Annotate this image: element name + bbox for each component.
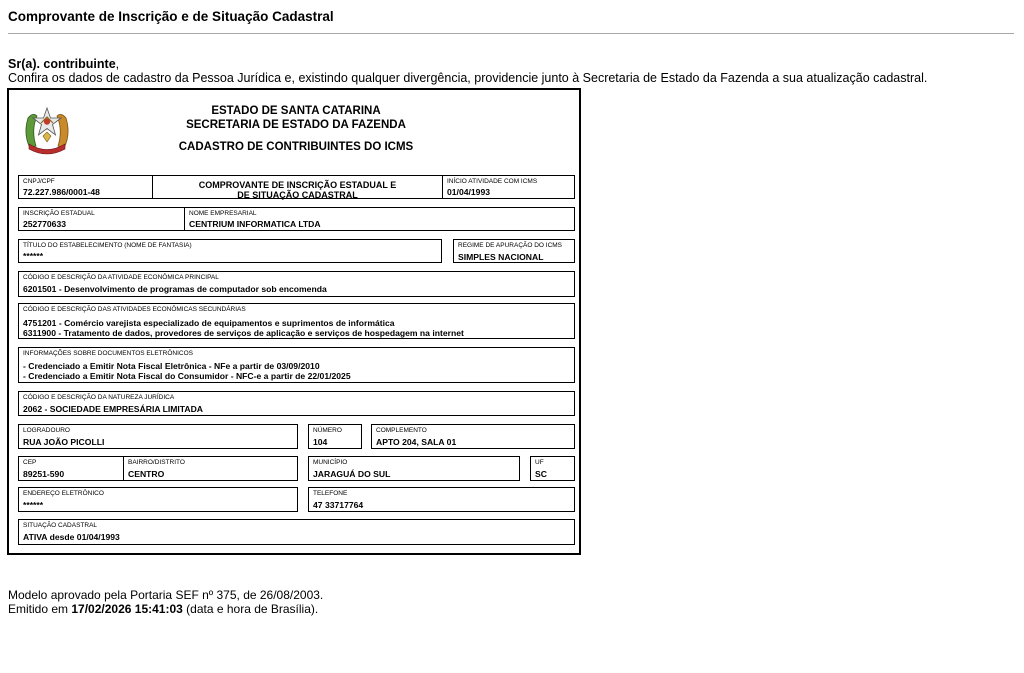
number-field: [308, 424, 362, 449]
phone-value: 47 33717764: [313, 500, 364, 510]
start-date-value: 01/04/1993: [447, 187, 491, 197]
state-registration-value: 252770633: [23, 219, 67, 229]
state-registration-label: INSCRIÇÃO ESTADUAL: [23, 210, 95, 217]
document-title: [153, 180, 442, 200]
trade-name-label: TÍTULO DO ESTABELECIMENTO (NOME DE FANTASIA): [23, 242, 192, 249]
street-value: RUA JOÃO PICOLLI: [23, 437, 105, 447]
footer: [8, 588, 323, 616]
electronic-docs-field: [18, 347, 575, 383]
number-value: 104: [313, 437, 328, 447]
legal-nature-label: CÓDIGO E DESCRIÇÃO DA NATUREZA JURÍDICA: [23, 394, 175, 401]
main-activity-value: 6201501 - Desenvolvimento de programas de computador sob encomenda: [23, 284, 327, 294]
instruction-text: Confira os dados de cadastro da Pessoa Jurídica e, existindo qualquer divergência, providencie junto à Secretaria de Estado da Fazenda a sua atualização cadastral.: [8, 71, 928, 85]
secondary-activities-field: [18, 303, 575, 339]
district-label: BAIRRO/DISTRITO: [128, 459, 185, 466]
email-value: ******: [23, 500, 44, 510]
electronic-doc-item: - Credenciado a Emitir Nota Fiscal do Consumidor - NFC-e a partir de 22/01/2025: [23, 371, 351, 381]
main-activity-label: CÓDIGO E DESCRIÇÃO DA ATIVIDADE ECONÔMICA PRINCIPAL: [23, 274, 219, 281]
trade-name-value: ******: [23, 251, 44, 261]
salutation-suffix: ,: [115, 57, 120, 71]
email-field: [18, 487, 298, 512]
issued-datetime: 17/02/2026 15:41:03: [71, 602, 183, 616]
district-field: [123, 456, 298, 481]
legal-nature-field: [18, 391, 575, 416]
start-date-field: [442, 175, 575, 199]
main-activity-field: [18, 271, 575, 297]
trade-name-field: [18, 239, 442, 263]
district-value: CENTRO: [128, 469, 165, 479]
street-label: LOGRADOURO: [23, 427, 70, 434]
header-state: ESTADO DE SANTA CATARINA: [211, 105, 381, 117]
complement-value: APTO 204, SALA 01: [376, 437, 457, 447]
cep-value: 89251-590: [23, 469, 65, 479]
uf-value: SC: [535, 469, 547, 479]
document-title-line2: DE SITUAÇÃO CADASTRAL: [237, 190, 358, 200]
start-date-label: INÍCIO ATIVIDADE COM ICMS: [447, 178, 538, 185]
cnpj-field: [18, 175, 153, 199]
city-field: [308, 456, 520, 481]
city-value: JARAGUÁ DO SUL: [313, 469, 391, 479]
phone-field: [308, 487, 575, 512]
title-divider: [8, 33, 1014, 34]
salutation: Sr(a). contribuinte: [8, 57, 116, 71]
approval-note: Modelo aprovado pela Portaria SEF nº 375, de 26/08/2003.: [8, 588, 324, 602]
header-registry: CADASTRO DE CONTRIBUINTES DO ICMS: [178, 141, 414, 153]
company-name-label: NOME EMPRESARIAL: [189, 210, 257, 217]
secondary-activity-item: 6311900 - Tratamento de dados, provedores de serviços de aplicação e serviços de hospedagem na internet: [23, 328, 464, 338]
tax-regime-value: SIMPLES NACIONAL: [458, 252, 544, 262]
status-value: ATIVA desde 01/04/1993: [23, 532, 120, 542]
electronic-docs-label: INFORMAÇÕES SOBRE DOCUMENTOS ELETRÔNICOS: [23, 350, 193, 357]
page-title: Comprovante de Inscrição e de Situação Cadastral: [8, 9, 334, 24]
cep-field: [18, 456, 124, 481]
document-title-field: [152, 175, 443, 199]
uf-field: [530, 456, 575, 481]
city-label: MUNICÍPIO: [313, 459, 348, 466]
company-name-value: CENTRIUM INFORMATICA LTDA: [189, 219, 321, 229]
status-label: SITUAÇÃO CADASTRAL: [23, 522, 98, 529]
greeting: [8, 57, 927, 85]
electronic-doc-item: - Credenciado a Emitir Nota Fiscal Eletrônica - NFe a partir de 03/09/2010: [23, 361, 320, 371]
tax-regime-label: REGIME DE APURAÇÃO DO ICMS: [458, 242, 563, 249]
email-label: ENDEREÇO ELETRÔNICO: [23, 490, 104, 497]
complement-label: COMPLEMENTO: [376, 427, 427, 434]
phone-label: TELEFONE: [313, 490, 348, 497]
legal-nature-value: 2062 - SOCIEDADE EMPRESÁRIA LIMITADA: [23, 404, 204, 414]
cnpj-value: 72.227.986/0001-48: [23, 187, 100, 197]
tax-regime-field: [453, 239, 575, 263]
uf-label: UF: [535, 459, 544, 466]
secondary-activities-label: CÓDIGO E DESCRIÇÃO DAS ATIVIDADES ECONÔMICAS SECUNDÁRIAS: [23, 306, 246, 313]
secondary-activity-item: 4751201 - Comércio varejista especializado de equipamentos e suprimentos de informática: [23, 318, 395, 328]
cep-label: CEP: [23, 459, 37, 466]
issued-prefix: Emitido em: [8, 602, 69, 616]
document-title-line1: COMPROVANTE DE INSCRIÇÃO ESTADUAL E: [198, 180, 397, 190]
issued-suffix: (data e hora de Brasília).: [186, 602, 319, 616]
registration-certificate: [7, 88, 581, 555]
state-registration-field: [18, 207, 185, 231]
street-field: [18, 424, 298, 449]
complement-field: [371, 424, 575, 449]
header-secretariat: SECRETARIA DE ESTADO DA FAZENDA: [186, 119, 406, 131]
cnpj-label: CNPJ/CPF: [23, 178, 55, 185]
status-field: [18, 519, 575, 545]
number-label: NÚMERO: [313, 427, 342, 434]
company-name-field: [184, 207, 575, 231]
